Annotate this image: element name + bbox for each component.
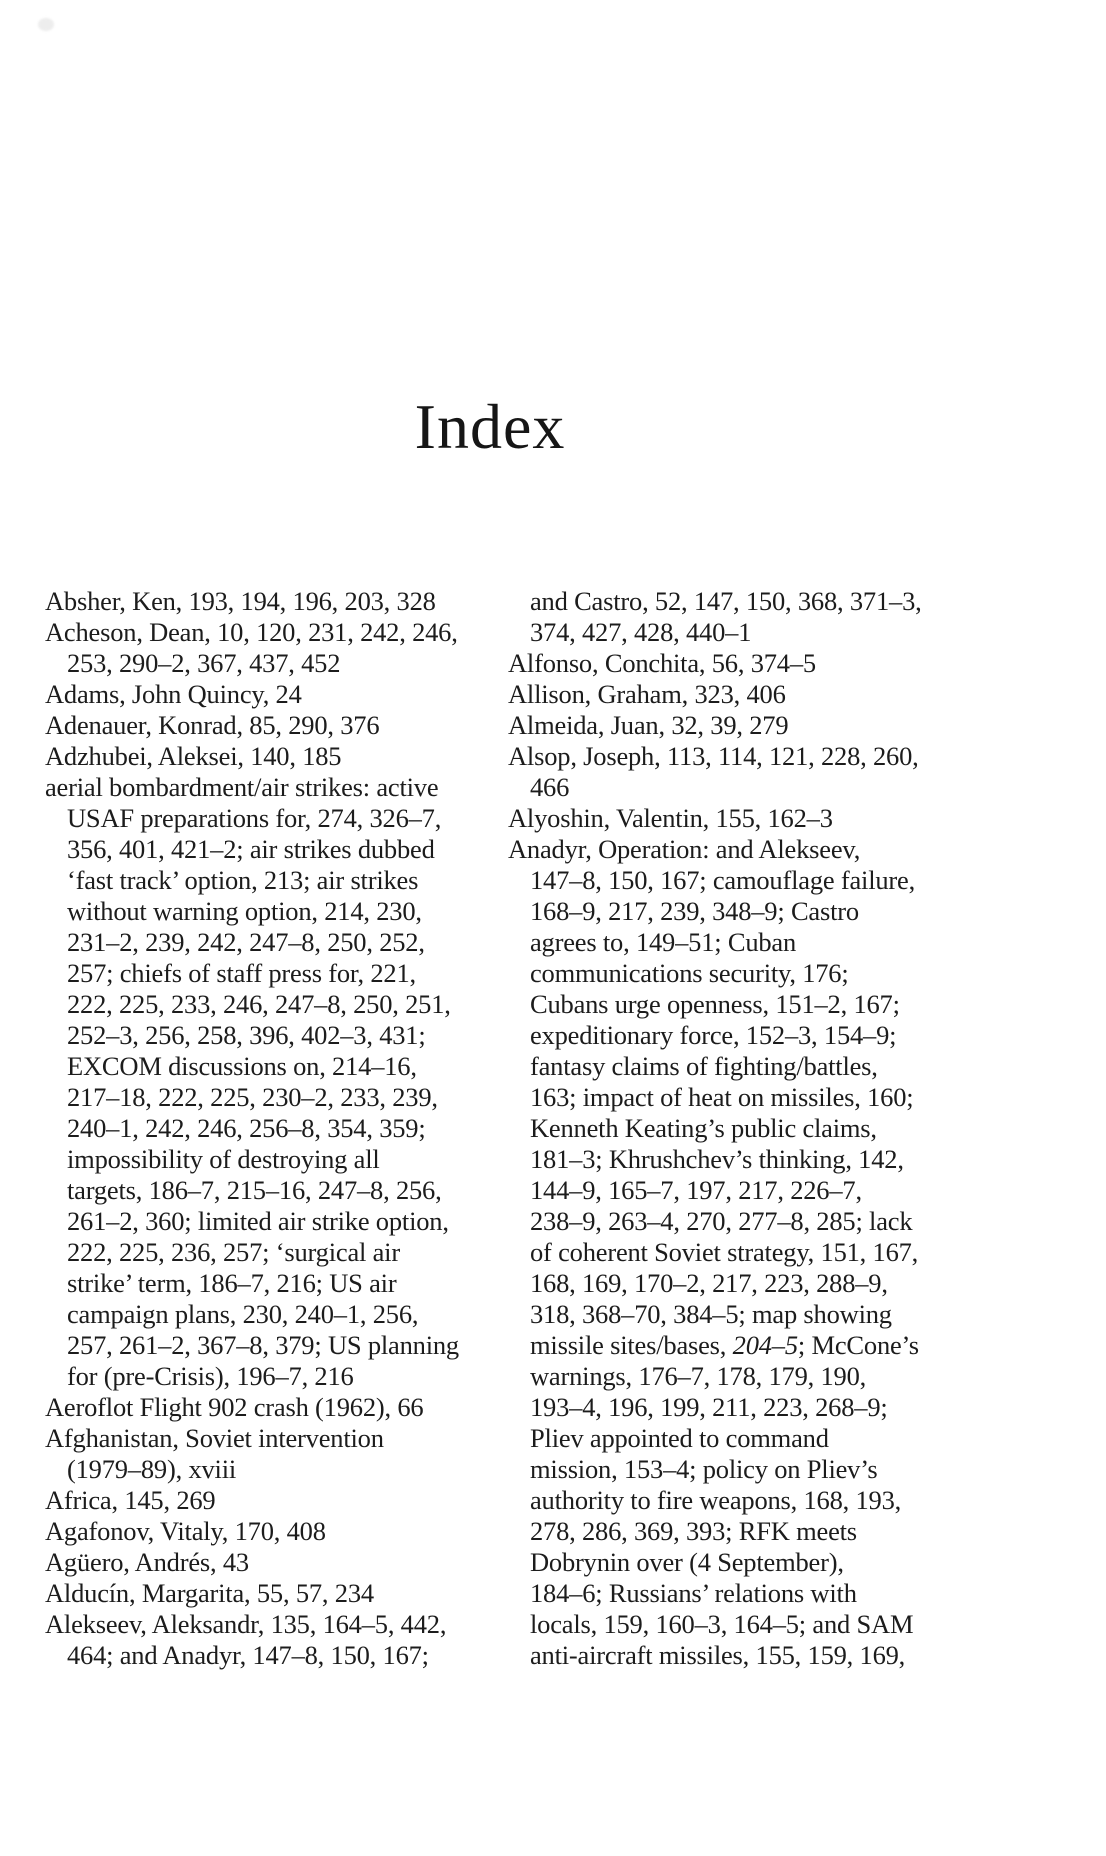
index-line-text: Adzhubei, Aleksei, 140, 185: [45, 741, 342, 771]
index-line-text: campaign plans, 230, 240–1, 256,: [67, 1299, 419, 1329]
index-line: [508, 927, 1106, 958]
index-line-text: ; McCone’s: [797, 1330, 919, 1360]
index-line: [45, 1485, 508, 1516]
index-line: [45, 1392, 508, 1423]
index-line: [508, 1392, 1106, 1423]
index-line-text: 374, 427, 428, 440–1: [530, 617, 752, 647]
index-line: [45, 1330, 508, 1361]
index-line: [508, 1485, 1106, 1516]
index-line-text: Aeroflot Flight 902 crash (1962), 66: [45, 1392, 424, 1422]
index-line: [508, 1113, 1106, 1144]
index-line: [45, 834, 508, 865]
index-line: [45, 617, 508, 648]
index-line-text: locals, 159, 160–3, 164–5; and SAM: [530, 1609, 914, 1639]
index-line: [508, 1423, 1106, 1454]
index-line: [45, 927, 508, 958]
index-line-text: authority to fire weapons, 168, 193,: [530, 1485, 902, 1515]
index-line: [508, 741, 1106, 772]
index-line-text: Agüero, Andrés, 43: [45, 1547, 249, 1577]
index-line: [45, 1423, 508, 1454]
index-line-text: Alsop, Joseph, 113, 114, 121, 228, 260,: [508, 741, 919, 771]
index-line: [508, 834, 1106, 865]
index-line: [45, 1020, 508, 1051]
scan-smudge: [38, 18, 54, 31]
index-line-text: Almeida, Juan, 32, 39, 279: [508, 710, 789, 740]
index-line: [45, 772, 508, 803]
index-line-text: communications security, 176;: [530, 958, 849, 988]
index-line-text: 466: [530, 772, 570, 802]
index-line-text: mission, 153–4; policy on Pliev’s: [530, 1454, 878, 1484]
index-line: [508, 1578, 1106, 1609]
index-line-text: Absher, Ken, 193, 194, 196, 203, 328: [45, 586, 436, 616]
index-line: [508, 1144, 1106, 1175]
index-line: [508, 1082, 1106, 1113]
index-line: [508, 803, 1106, 834]
index-line: [45, 1113, 508, 1144]
index-line: [45, 1361, 508, 1392]
index-line: [45, 1082, 508, 1113]
index-line-text: 240–1, 242, 246, 256–8, 354, 359;: [67, 1113, 426, 1143]
index-line-text: 147–8, 150, 167; camouflage failure,: [530, 865, 916, 895]
index-columns: [45, 586, 1106, 1671]
index-line-text: of coherent Soviet strategy, 151, 167,: [530, 1237, 919, 1267]
index-line: [45, 896, 508, 927]
index-line: [508, 1361, 1106, 1392]
index-line: [45, 710, 508, 741]
index-line: [508, 1330, 1106, 1361]
index-line: [508, 1547, 1106, 1578]
index-line-text: Cubans urge openness, 151–2, 167;: [530, 989, 900, 1019]
index-line: [508, 617, 1106, 648]
index-line-text: anti-aircraft missiles, 155, 159, 169,: [530, 1640, 906, 1670]
index-line-text: 238–9, 263–4, 270, 277–8, 285; lack: [530, 1206, 913, 1236]
index-line: [508, 1299, 1106, 1330]
index-line-text: 261–2, 360; limited air strike option,: [67, 1206, 449, 1236]
index-line: [508, 1175, 1106, 1206]
index-line: [508, 1268, 1106, 1299]
index-line-text: Adenauer, Konrad, 85, 290, 376: [45, 710, 380, 740]
index-line: [508, 1516, 1106, 1547]
index-line: [45, 1640, 508, 1671]
index-line-text: targets, 186–7, 215–16, 247–8, 256,: [67, 1175, 442, 1205]
index-line-text: 222, 225, 233, 246, 247–8, 250, 251,: [67, 989, 451, 1019]
index-line-text: 231–2, 239, 242, 247–8, 250, 252,: [67, 927, 425, 957]
index-line-text: for (pre-Crisis), 196–7, 216: [67, 1361, 354, 1391]
index-line-text: ‘fast track’ option, 213; air strikes: [67, 865, 419, 895]
index-line: [508, 679, 1106, 710]
index-line-text: Adams, John Quincy, 24: [45, 679, 302, 709]
index-line: [508, 1051, 1106, 1082]
index-line-text: 257; chiefs of staff press for, 221,: [67, 958, 416, 988]
page-title: Index: [414, 391, 566, 462]
index-line: [45, 1206, 508, 1237]
index-line-text: Africa, 145, 269: [45, 1485, 216, 1515]
index-line-text: USAF preparations for, 274, 326–7,: [67, 803, 442, 833]
index-line-text: Allison, Graham, 323, 406: [508, 679, 786, 709]
index-line: [45, 989, 508, 1020]
index-line-text: EXCOM discussions on, 214–16,: [67, 1051, 417, 1081]
index-line-text: Alfonso, Conchita, 56, 374–5: [508, 648, 816, 678]
index-line: [508, 1640, 1106, 1671]
index-line-text: 168–9, 217, 239, 348–9; Castro: [530, 896, 859, 926]
index-line-text: Anadyr, Operation: and Alekseev,: [508, 834, 861, 864]
index-line: [508, 710, 1106, 741]
index-line-text: impossibility of destroying all: [67, 1144, 380, 1174]
index-line: [508, 772, 1106, 803]
index-line: [45, 1051, 508, 1082]
index-line-text: 253, 290–2, 367, 437, 452: [67, 648, 341, 678]
index-line-text: Dobrynin over (4 September),: [530, 1547, 844, 1577]
index-line: [508, 1020, 1106, 1051]
index-line: [45, 679, 508, 710]
index-line: [45, 586, 508, 617]
index-line: [508, 1206, 1106, 1237]
index-column-left: [45, 586, 508, 1671]
index-line-text: 252–3, 256, 258, 396, 402–3, 431;: [67, 1020, 426, 1050]
index-line-text: Kenneth Keating’s public claims,: [530, 1113, 877, 1143]
index-line-text: Agafonov, Vitaly, 170, 408: [45, 1516, 326, 1546]
index-line-text: 278, 286, 369, 393; RFK meets: [530, 1516, 857, 1546]
index-line-text: missile sites/bases,: [530, 1330, 733, 1360]
index-line-text: 257, 261–2, 367–8, 379; US planning: [67, 1330, 459, 1360]
index-line-text: Acheson, Dean, 10, 120, 231, 242, 246,: [45, 617, 458, 647]
index-line-text: aerial bombardment/air strikes: active: [45, 772, 439, 802]
index-line: [45, 1237, 508, 1268]
index-line-text: 222, 225, 236, 257; ‘surgical air: [67, 1237, 400, 1267]
index-line-text: 144–9, 165–7, 197, 217, 226–7,: [530, 1175, 862, 1205]
index-line: [45, 1547, 508, 1578]
index-line: [508, 865, 1106, 896]
index-line: [45, 865, 508, 896]
index-line: [508, 896, 1106, 927]
index-line-text: strike’ term, 186–7, 216; US air: [67, 1268, 397, 1298]
index-line-text: Pliev appointed to command: [530, 1423, 829, 1453]
index-line-text: without warning option, 214, 230,: [67, 896, 422, 926]
index-line-text: expeditionary force, 152–3, 154–9;: [530, 1020, 897, 1050]
index-line-text: Afghanistan, Soviet intervention: [45, 1423, 384, 1453]
index-line-text: and Castro, 52, 147, 150, 368, 371–3,: [530, 586, 922, 616]
index-line: [508, 648, 1106, 679]
index-line: [45, 1516, 508, 1547]
index-line-text: 356, 401, 421–2; air strikes dubbed: [67, 834, 435, 864]
index-line-text: (1979–89), xviii: [67, 1454, 237, 1484]
index-line-text: 184–6; Russians’ relations with: [530, 1578, 857, 1608]
index-line-text: 181–3; Khrushchev’s thinking, 142,: [530, 1144, 904, 1174]
index-line: [45, 1578, 508, 1609]
index-line: [508, 1609, 1106, 1640]
index-line: [45, 803, 508, 834]
index-line-text: 217–18, 222, 225, 230–2, 233, 239,: [67, 1082, 438, 1112]
index-line: [508, 958, 1106, 989]
index-line-text: warnings, 176–7, 178, 179, 190,: [530, 1361, 867, 1391]
index-line: [508, 1237, 1106, 1268]
index-line-text: Alyoshin, Valentin, 155, 162–3: [508, 803, 833, 833]
index-line: [45, 1175, 508, 1206]
index-line: [45, 1144, 508, 1175]
index-line: [45, 1268, 508, 1299]
index-line-text: 464; and Anadyr, 147–8, 150, 167;: [67, 1640, 429, 1670]
index-line-text: 168, 169, 170–2, 217, 223, 288–9,: [530, 1268, 888, 1298]
index-line: [45, 1454, 508, 1485]
index-line: [508, 1454, 1106, 1485]
index-line: [45, 741, 508, 772]
index-line-text: Alducín, Margarita, 55, 57, 234: [45, 1578, 374, 1608]
index-line: [508, 586, 1106, 617]
index-line: [508, 989, 1106, 1020]
index-line: [45, 958, 508, 989]
italic-page-ref: 204–5: [732, 1330, 798, 1360]
index-line-text: 163; impact of heat on missiles, 160;: [530, 1082, 914, 1112]
index-line: [45, 1299, 508, 1330]
index-line: [45, 1609, 508, 1640]
index-line-text: agrees to, 149–51; Cuban: [530, 927, 797, 957]
index-line-text: fantasy claims of fighting/battles,: [530, 1051, 878, 1081]
index-line-text: 193–4, 196, 199, 211, 223, 268–9;: [530, 1392, 888, 1422]
index-line: [45, 648, 508, 679]
index-column-right: [508, 586, 1106, 1671]
index-line-text: 318, 368–70, 384–5; map showing: [530, 1299, 892, 1329]
index-line-text: Alekseev, Aleksandr, 135, 164–5, 442,: [45, 1609, 447, 1639]
